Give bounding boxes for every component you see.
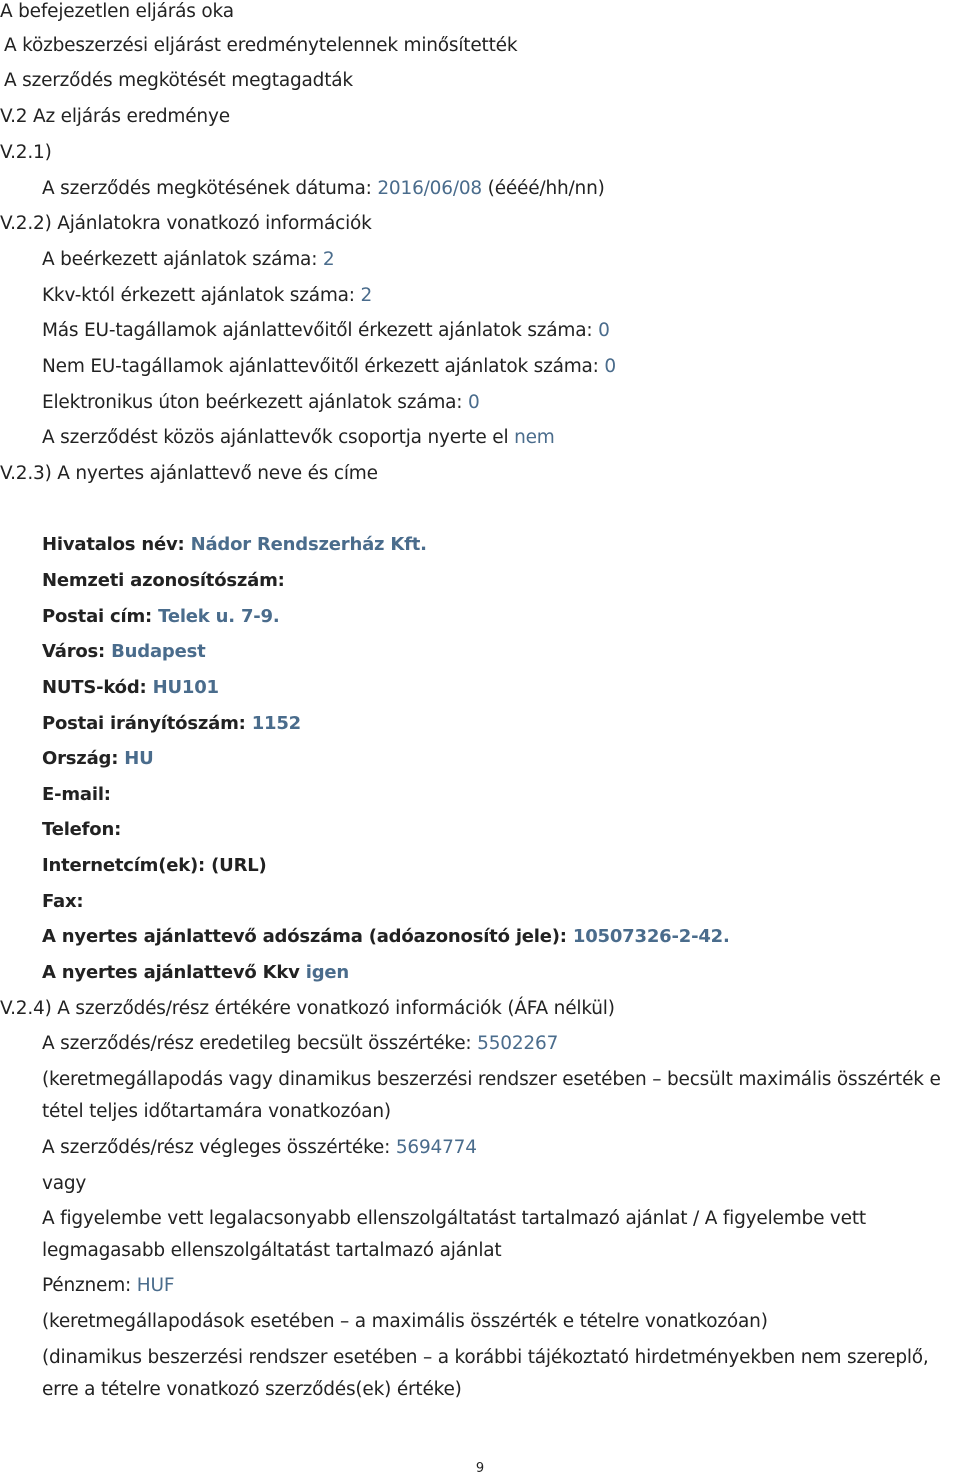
group-award-label: A szerződést közös ajánlattevők csoportja nyerte el <box>42 427 515 448</box>
fax-line <box>42 890 83 914</box>
tenders-received-value: 2 <box>322 249 335 270</box>
section-v24-heading: V.2.4) A szerződés/rész értékére vonatkozó információk (ÁFA nélkül) <box>0 998 615 1019</box>
non-eu-tenders-value: 0 <box>604 356 616 377</box>
url-label: Internetcím(ek): (URL) <box>42 855 267 876</box>
city-line <box>42 640 206 664</box>
section-v23-heading: V.2.3) A nyertes ajánlattevő neve és címe <box>0 463 378 484</box>
estimated-value-label: A szerződés/rész eredetileg becsült összértéke: <box>42 1033 478 1054</box>
official-name-line <box>42 533 427 557</box>
phone-label: Telefon: <box>42 819 122 840</box>
city-label: Város: <box>42 641 112 662</box>
section-v21-heading: V.2.1) <box>0 142 52 163</box>
sme-tenders-line <box>42 284 372 308</box>
url-line <box>42 854 267 878</box>
country-label: Ország: <box>42 748 125 769</box>
official-name-value: Nádor Rendszerház Kft. <box>190 534 427 555</box>
currency-label: Pénznem: <box>42 1275 137 1296</box>
currency-value: HUF <box>136 1275 175 1296</box>
nuts-code-label: NUTS-kód: <box>42 677 153 698</box>
framework-max-note: (keretmegállapodások esetében – a maximális összérték e tételre vonatkozóan) <box>42 1311 768 1332</box>
postal-code-label: Postai irányítószám: <box>42 713 252 734</box>
page-number: 9 <box>475 1461 485 1476</box>
electronic-tenders-value: 0 <box>468 392 480 413</box>
electronic-tenders-line <box>42 391 480 415</box>
sme-tenders-label: Kkv-któl érkezett ajánlatok száma: <box>42 285 361 306</box>
lowest-highest-offer-1: A figyelembe vett legalacsonyabb ellenszolgáltatást tartalmazó ajánlat / A figyelembe vett <box>42 1208 866 1229</box>
contract-date-format: (éééé/hh/nn) <box>482 178 605 199</box>
nuts-code-value: HU101 <box>152 677 219 698</box>
email-label: E-mail: <box>42 784 111 805</box>
eu-tenders-value: 0 <box>598 320 610 341</box>
national-id-label: Nemzeti azonosítószám: <box>42 570 285 591</box>
option-unsuccessful: A közbeszerzési eljárást eredménytelennek minősítették <box>4 35 518 56</box>
section-v22-heading: V.2.2) Ajánlatokra vonatkozó információk <box>0 213 372 234</box>
city-value: Budapest <box>111 641 206 662</box>
currency-line <box>42 1274 174 1298</box>
eu-tenders-line <box>42 319 610 343</box>
tenders-received-label: A beérkezett ajánlatok száma: <box>42 249 323 270</box>
postal-code-line <box>42 712 301 736</box>
tax-number-label: A nyertes ajánlattevő adószáma (adóazonosító jele): <box>42 926 573 947</box>
final-value-label: A szerződés/rész végleges összértéke: <box>42 1137 396 1158</box>
postal-address-line <box>42 605 280 629</box>
sme-tenders-value: 2 <box>360 285 373 306</box>
group-award-line <box>42 426 555 450</box>
tax-number-value: 10507326-2-42. <box>572 926 730 947</box>
estimated-value-line <box>42 1032 558 1056</box>
final-value-line <box>42 1136 477 1160</box>
group-award-value: nem <box>514 427 555 448</box>
section-v2-heading: V.2 Az eljárás eredménye <box>0 106 230 127</box>
unfinished-procedure-reason: A befejezetlen eljárás oka <box>0 1 234 22</box>
dynamic-system-note-2: erre a tételre vonatkozó szerződés(ek) értéke) <box>42 1379 462 1400</box>
postal-code-value: 1152 <box>251 713 302 734</box>
winner-sme-line <box>42 961 349 985</box>
dynamic-system-note-1: (dinamikus beszerzési rendszer esetében – a korábbi tájékoztató hirdetményekben nem szereplő, <box>42 1347 929 1368</box>
official-name-label: Hivatalos név: <box>42 534 191 555</box>
eu-tenders-label: Más EU-tagállamok ajánlattevőitől érkezett ajánlatok száma: <box>42 320 599 341</box>
postal-address-label: Postai cím: <box>42 606 159 627</box>
framework-note-1: (keretmegállapodás vagy dinamikus beszerzési rendszer esetében – becsült maximális összérték e <box>42 1069 941 1090</box>
electronic-tenders-label: Elektronikus úton beérkezett ajánlatok száma: <box>42 392 469 413</box>
contract-date-label: A szerződés megkötésének dátuma: <box>42 178 378 199</box>
fax-label: Fax: <box>42 891 84 912</box>
phone-line <box>42 818 121 842</box>
nuts-code-line <box>42 676 219 700</box>
lowest-highest-offer-2: legmagasabb ellenszolgáltatást tartalmazó ajánlat <box>42 1240 502 1261</box>
email-line <box>42 783 111 807</box>
estimated-value-value: 5502267 <box>477 1033 559 1054</box>
non-eu-tenders-line <box>42 355 616 379</box>
tenders-received-line <box>42 248 334 272</box>
option-contract-refused: A szerződés megkötését megtagadták <box>4 70 353 91</box>
country-value: HU <box>124 748 154 769</box>
winner-sme-value: igen <box>305 962 350 983</box>
contract-date-line <box>42 177 605 201</box>
final-value-value: 5694774 <box>395 1137 477 1158</box>
or-text: vagy <box>42 1173 87 1194</box>
tax-number-line <box>42 925 730 949</box>
country-line <box>42 747 154 771</box>
framework-note-2: tétel teljes időtartamára vonatkozóan) <box>42 1101 391 1122</box>
non-eu-tenders-label: Nem EU-tagállamok ajánlattevőitől érkezett ajánlatok száma: <box>42 356 605 377</box>
postal-address-value: Telek u. 7-9. <box>158 606 280 627</box>
winner-sme-label: A nyertes ajánlattevő Kkv <box>42 962 306 983</box>
national-id-line <box>42 569 285 593</box>
contract-date-value: 2016/06/08 <box>377 178 482 199</box>
